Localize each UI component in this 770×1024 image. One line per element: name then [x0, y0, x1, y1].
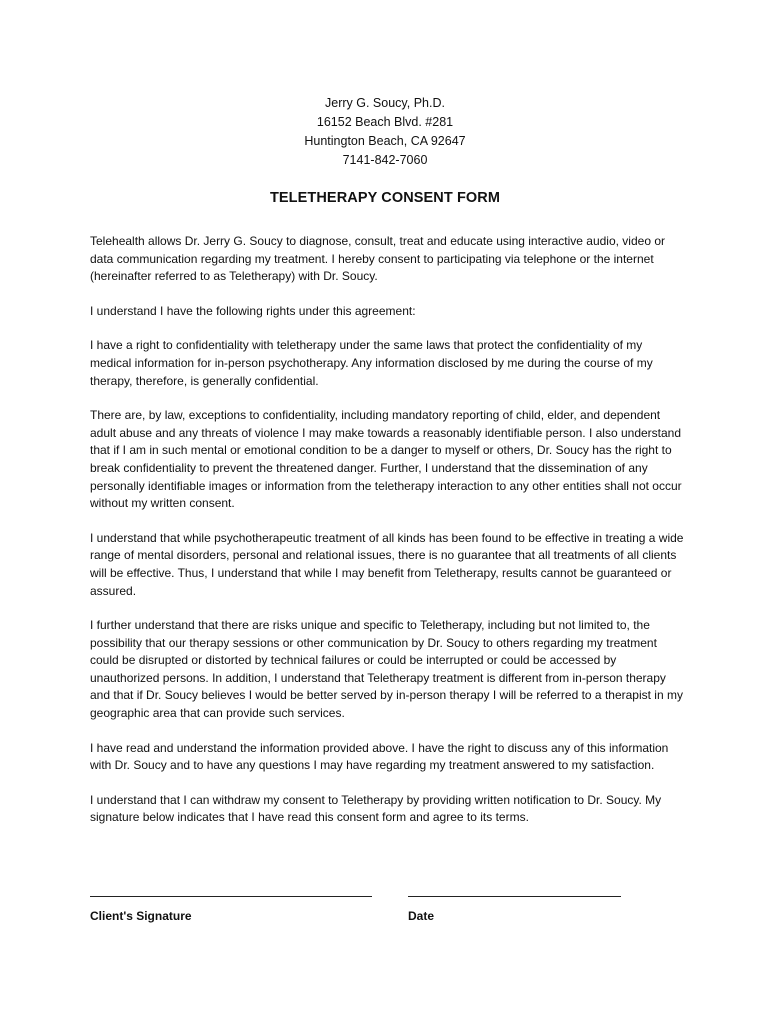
client-signature-line[interactable]	[90, 896, 372, 898]
paragraph-understanding: I have read and understand the information provided above. I have the right to discuss any of this information with Dr. Soucy and to have any questions I may have regarding my treatment answered to my satisfaction.	[90, 740, 669, 773]
address-line-1: 16152 Beach Blvd. #281	[316, 115, 454, 129]
consent-body	[90, 233, 686, 844]
provider-name: Jerry G. Soucy, Ph.D.	[325, 96, 445, 110]
phone-number: 7141-842-7060	[342, 153, 428, 167]
form-title: TELETHERAPY CONSENT FORM	[269, 190, 501, 206]
paragraph-telehealth-intro: Telehealth allows Dr. Jerry G. Soucy to diagnose, consult, treat and educate using interactive audio, video or data communication regarding my treatment. I hereby consent to participating via telephone or the internet (hereinafter referred to as Teletherapy) with Dr. Soucy.	[90, 234, 665, 284]
letterhead	[0, 94, 770, 170]
paragraph-exceptions: There are, by law, exceptions to confidentiality, including mandatory reporting of child, elder, and dependent adult abuse and any threats of violence I may make towards a reasonably identifiable person. I also understand that if I am in such mental or emotional condition to be a danger to myself or others, Dr. Soucy has the right to break confidentiality to prevent the threatened danger. Further, I understand that the dissemination of any personally identifiable images or information from the teletherapy interaction to any other entities shall not occur without my written consent.	[90, 408, 682, 511]
paragraph-rights-intro: I understand I have the following rights under this agreement:	[90, 303, 416, 318]
paragraph-confidentiality: I have a right to confidentiality with teletherapy under the same laws that protect the confidentiality of my medical information for in-person psychotherapy. Any information disclosed by me during the course of my therapy, therefore, is generally confidential.	[90, 338, 653, 388]
paragraph-withdrawal: I understand that I can withdraw my consent to Teletherapy by providing written notification to Dr. Soucy. My signature below indicates that I have read this consent form and agree to its terms.	[90, 792, 662, 825]
paragraph-effectiveness: I understand that while psychotherapeutic treatment of all kinds has been found to be effective in treating a wide range of mental disorders, personal and relational issues, there is no guarantee that all treatments of all clients will be effective. Thus, I understand that while I may benefit from Teletherapy, results cannot be guaranteed or assured.	[90, 530, 684, 598]
paragraph-risks: I further understand that there are risks unique and specific to Teletherapy, including but not limited to, the possibility that our therapy sessions or other communication by Dr. Soucy to others regarding my treatment could be disrupted or distorted by technical failures or could be interrupted or could be accessed by unauthorized persons. In addition, I understand that Teletherapy treatment is different from in-person therapy and that if Dr. Soucy believes I would be better served by in-person therapy I will be referred to a therapist in my geographic area that can provide such services.	[90, 618, 683, 721]
date-label: Date	[408, 909, 435, 923]
client-signature-label: Client's Signature	[90, 909, 192, 923]
address-line-2: Huntington Beach, CA 92647	[304, 134, 466, 148]
date-signature-line[interactable]	[408, 896, 621, 898]
